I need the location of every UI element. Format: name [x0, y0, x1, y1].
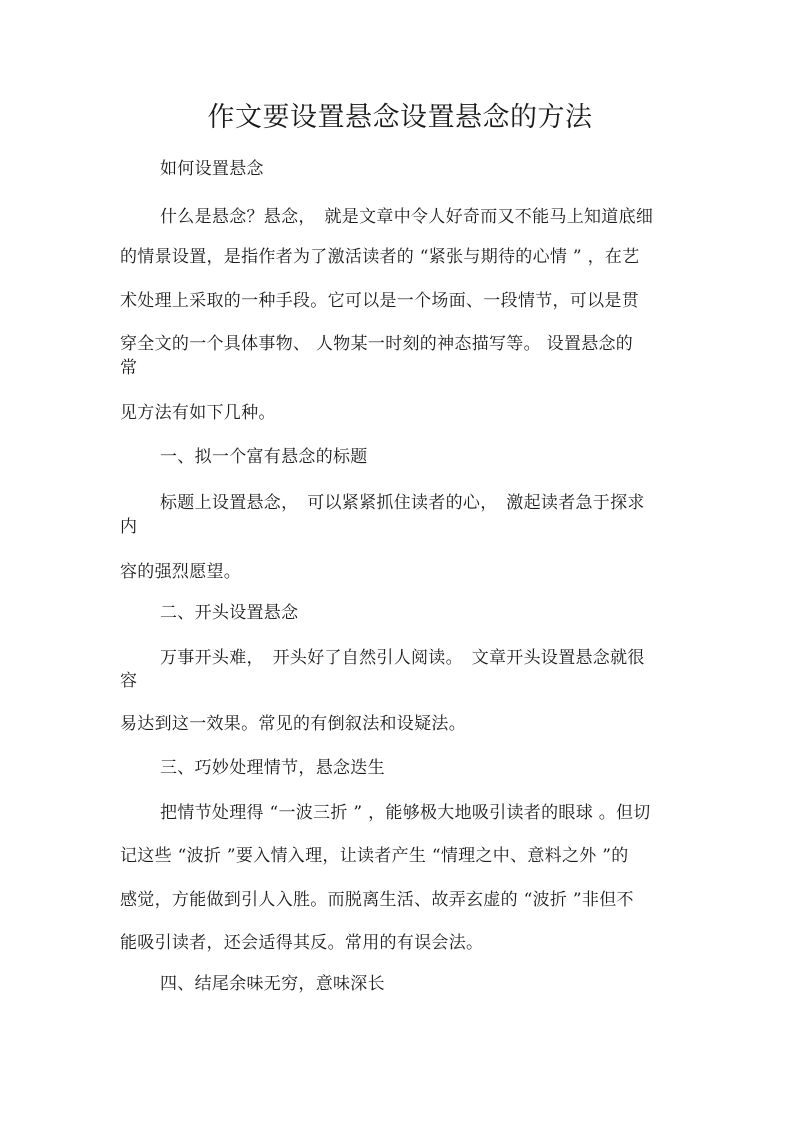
paragraph-line: 穿全文的一个具体事物、 人物某一时刻的神态描写等。 设置悬念的	[120, 334, 634, 354]
paragraph-line: 容的强烈愿望。	[120, 562, 242, 582]
paragraph-line: 把情节处理得 “一波三折 ” ，能够极大地吸引读者的眼球 。但切	[160, 803, 651, 823]
section-heading-1: 一、拟一个富有悬念的标题	[160, 447, 368, 467]
paragraph-line: 万事开头难， 开头好了自然引人阅读。 文章开头设置悬念就很	[160, 648, 645, 668]
section-heading-2: 二、开头设置悬念	[160, 603, 299, 623]
paragraph-line: 能吸引读者，还会适得其反。常用的有误会法。	[120, 933, 484, 953]
paragraph-line: 见方法有如下几种。	[120, 403, 276, 423]
section-heading-3: 三、巧妙处理情节，悬念迭生	[160, 758, 385, 778]
paragraph-line: 的情景设置，是指作者为了激活读者的 “紧张与期待的心情 ” ，在艺	[120, 247, 640, 267]
paragraph-line: 记这些 “波折 ”要入情入理，让读者产生 “情理之中、意料之外 ”的	[120, 846, 629, 866]
subheading-how-to-set-suspense: 如何设置悬念	[160, 159, 264, 179]
document-title: 作文要设置悬念设置悬念的方法	[207, 102, 593, 133]
paragraph-line: 标题上设置悬念， 可以紧紧抓住读者的心， 激起读者急于探求	[160, 493, 645, 513]
paragraph-line: 感觉，方能做到引人入胜。而脱离生活、故弄玄虚的 “波折 ”非但不	[120, 890, 634, 910]
paragraph-line: 容	[120, 671, 138, 691]
paragraph-line: 常	[120, 358, 138, 378]
section-heading-4: 四、结尾余味无穷，意味深长	[160, 974, 385, 994]
paragraph-line: 易达到这一效果。常见的有倒叙法和设疑法。	[120, 714, 466, 734]
paragraph-line: 什么是悬念？悬念， 就是文章中令人好奇而又不能马上知道底细	[160, 207, 654, 227]
paragraph-line: 术处理上采取的一种手段。它可以是一个场面、一段情节，可以是贯	[120, 291, 639, 311]
paragraph-line: 内	[120, 517, 138, 537]
